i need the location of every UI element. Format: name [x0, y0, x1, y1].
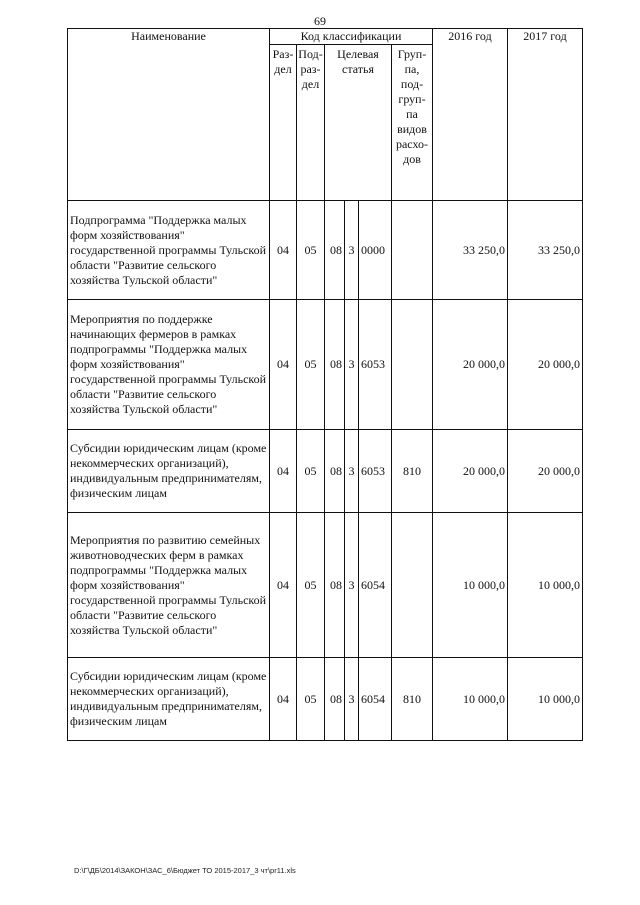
page-number: 69	[314, 14, 326, 28]
row-target-code: 6054	[359, 658, 392, 741]
row-razdel: 04	[270, 430, 297, 513]
row-amount-2016: 20 000,0	[433, 430, 508, 513]
budget-table	[67, 28, 583, 741]
header-name: Наименование	[68, 29, 270, 201]
row-group: 810	[392, 658, 433, 741]
table-row	[68, 300, 583, 430]
row-target-subprogram: 3	[345, 513, 359, 658]
row-name: Субсидии юридическим лицам (кроме некоммерческих организаций), индивидуальным предпринимателям, физическим лицам	[68, 658, 270, 741]
row-target-code: 6053	[359, 300, 392, 430]
footer-file-path: D:\Г\ДБ\2014\ЗАКОН\ЗАС_6\Бюджет ТО 2015-2017_3 чт\pr11.xls	[74, 866, 296, 875]
header-group: Груп- па, под- груп- па видов расхо- дов	[392, 45, 433, 201]
row-razdel: 04	[270, 300, 297, 430]
row-amount-2017: 10 000,0	[508, 513, 583, 658]
header-year-2016: 2016 год	[433, 29, 508, 201]
table-row	[68, 430, 583, 513]
row-name: Мероприятия по поддержке начинающих фермеров в рамках подпрограммы "Поддержка малых форм хозяйствования" государственной программы Тульской области "Развитие сельского хозяйства Тульской области"	[68, 300, 270, 430]
header-razdel: Раз- дел	[270, 45, 297, 201]
row-amount-2016: 10 000,0	[433, 658, 508, 741]
row-group	[392, 513, 433, 658]
row-target-code: 0000	[359, 201, 392, 300]
header-code-group: Код классификации	[270, 29, 433, 45]
row-amount-2017: 20 000,0	[508, 430, 583, 513]
row-podrazdel: 05	[297, 300, 325, 430]
row-target-subprogram: 3	[345, 201, 359, 300]
row-amount-2016: 10 000,0	[433, 513, 508, 658]
table-row	[68, 201, 583, 300]
row-amount-2016: 33 250,0	[433, 201, 508, 300]
row-target-program: 08	[325, 300, 345, 430]
row-target-program: 08	[325, 430, 345, 513]
row-podrazdel: 05	[297, 430, 325, 513]
row-podrazdel: 05	[297, 513, 325, 658]
row-podrazdel: 05	[297, 658, 325, 741]
row-target-code: 6054	[359, 513, 392, 658]
row-razdel: 04	[270, 201, 297, 300]
row-razdel: 04	[270, 658, 297, 741]
row-target-subprogram: 3	[345, 430, 359, 513]
header-year-2017: 2017 год	[508, 29, 583, 201]
row-amount-2017: 20 000,0	[508, 300, 583, 430]
row-target-subprogram: 3	[345, 300, 359, 430]
table-row	[68, 658, 583, 741]
row-name: Субсидии юридическим лицам (кроме некоммерческих организаций), индивидуальным предпринимателям, физическим лицам	[68, 430, 270, 513]
row-amount-2017: 33 250,0	[508, 201, 583, 300]
row-name: Подпрограмма "Поддержка малых форм хозяйствования" государственной программы Тульской области "Развитие сельского хозяйства Тульской области"	[68, 201, 270, 300]
row-target-subprogram: 3	[345, 658, 359, 741]
table-row	[68, 513, 583, 658]
row-amount-2017: 10 000,0	[508, 658, 583, 741]
row-podrazdel: 05	[297, 201, 325, 300]
row-name: Мероприятия по развитию семейных животноводческих ферм в рамках подпрограммы "Поддержка малых форм хозяйствования" государственной программы Тульской области "Развитие сельского хозяйства Тульской области"	[68, 513, 270, 658]
row-razdel: 04	[270, 513, 297, 658]
row-target-program: 08	[325, 658, 345, 741]
header-target: Целевая статья	[325, 45, 392, 201]
header-podrazdel: Под- раз- дел	[297, 45, 325, 201]
row-target-program: 08	[325, 201, 345, 300]
row-group: 810	[392, 430, 433, 513]
row-group	[392, 201, 433, 300]
row-amount-2016: 20 000,0	[433, 300, 508, 430]
row-group	[392, 300, 433, 430]
row-target-program: 08	[325, 513, 345, 658]
row-target-code: 6053	[359, 430, 392, 513]
